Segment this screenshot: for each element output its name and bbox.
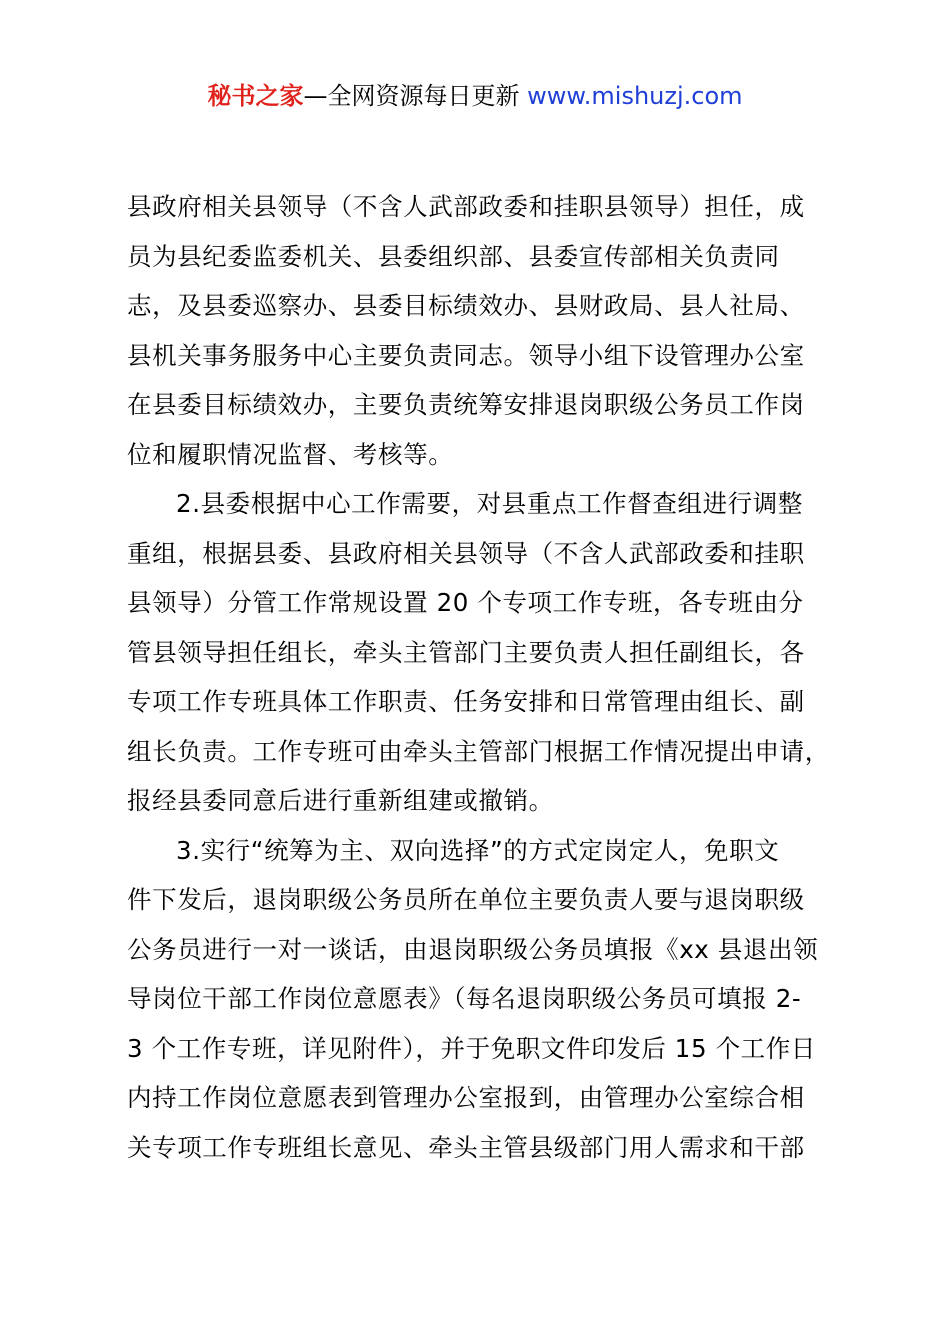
text-line: 报经县委同意后进行重新组建或撤销。	[127, 786, 554, 815]
text-line: 关专项工作专班组长意见、牵头主管县级部门用人需求和干部	[127, 1132, 805, 1162]
text-line: 员为县纪委监委机关、县委组织部、县委宣传部相关负责同	[127, 241, 780, 271]
text-line: 志，及县委巡察办、县委目标绩效办、县财政局、县人社局、	[127, 291, 805, 320]
text-line: 专项工作专班具体工作职责、任务安排和日常管理由组长、副	[127, 687, 805, 716]
header-tagline: —全网资源每日更新	[303, 82, 528, 110]
header-url-link[interactable]: www.mishuzj.com	[527, 82, 743, 110]
text-line: 县机关事务服务中心主要负责同志。领导小组下设管理办公室	[127, 340, 805, 370]
paragraph-3-first-line: 3.实行“统筹为主、双向选择”的方式定岗定人，免职文	[176, 835, 780, 865]
text-line: 县领导）分管工作常规设置 20 个专项工作专班，各专班由分	[127, 588, 804, 617]
page-header	[0, 80, 950, 112]
text-line: 重组，根据县委、县政府相关县领导（不含人武部政委和挂职	[127, 538, 805, 568]
text-line: 县政府相关县领导（不含人武部政委和挂职县领导）担任，成	[127, 192, 805, 221]
text-line: 在县委目标绩效办，主要负责统筹安排退岗职级公务员工作岗	[127, 390, 805, 419]
text-line: 导岗位干部工作岗位意愿表》（每名退岗职级公务员可填报 2-	[127, 984, 802, 1013]
text-line: 件下发后，退岗职级公务员所在单位主要负责人要与退岗职级	[127, 885, 805, 914]
paragraph-2-first-line: 2.县委根据中心工作需要，对县重点工作督查组进行调整	[176, 489, 803, 518]
text-line: 管县领导担任组长，牵头主管部门主要负责人担任副组长，各	[127, 637, 805, 667]
text-line: 内持工作岗位意愿表到管理办公室报到，由管理办公室综合相	[127, 1083, 805, 1112]
brand-name: 秘书之家	[207, 82, 304, 110]
text-line: 组长负责。工作专班可由牵头主管部门根据工作情况提出申请，	[127, 736, 830, 766]
text-line: 3 个工作专班，详见附件），并于免职文件印发后 15 个工作日	[127, 1033, 816, 1063]
text-line: 公务员进行一对一谈话，由退岗职级公务员填报《xx 县退出领	[127, 934, 819, 964]
document-body	[127, 182, 832, 1172]
text-line: 位和履职情况监督、考核等。	[127, 439, 454, 469]
